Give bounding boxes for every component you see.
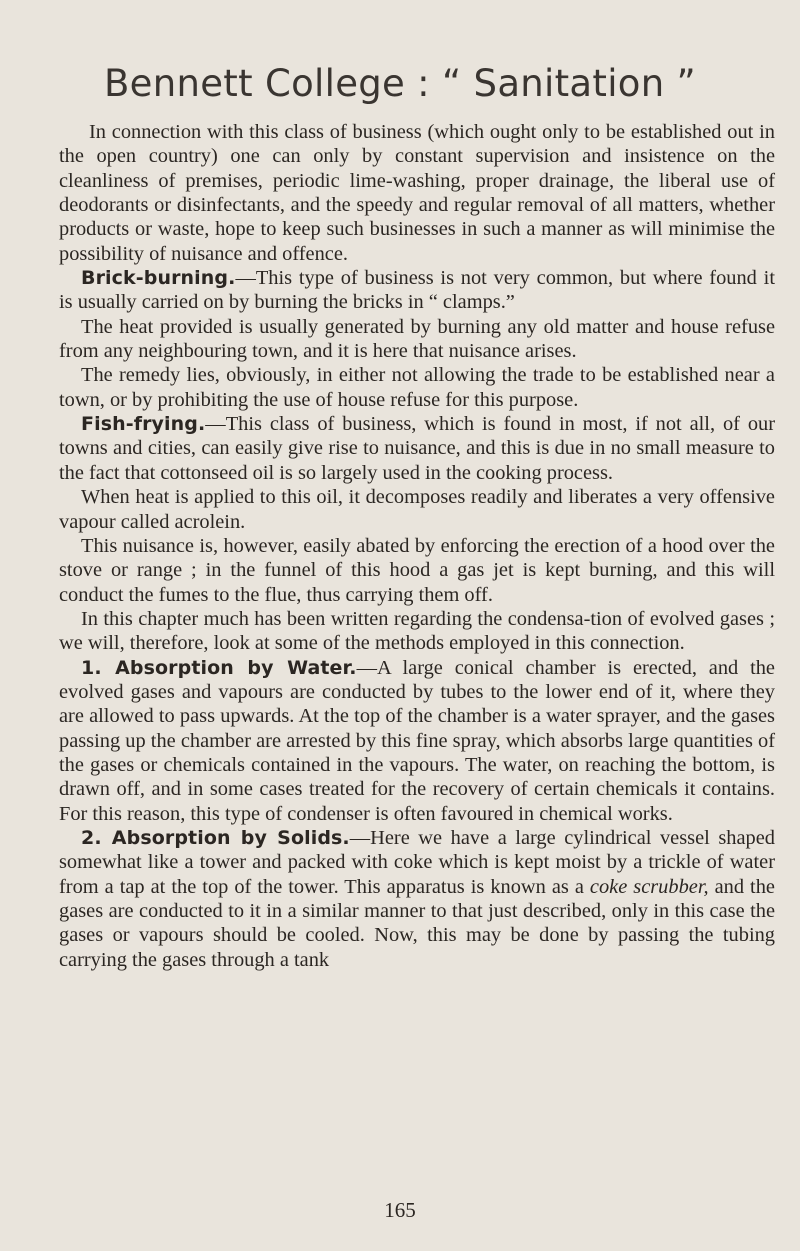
paragraph-text: In connection with this class of business (which ought only to be established out in the open country) one can only by constant supervision and insistence on the cleanliness of premises, periodic lime-washing, proper drainage, the liberal use of deodorants or disinfectants, and the speedy and regular removal of all matters, whether products or waste, hope to keep such businesses in such a manner as will minimise the possibility of nuisance and offence.: [59, 121, 775, 265]
section-heading-absorption-water: 1. Absorption by Water.: [81, 656, 357, 679]
paragraph-text: This nuisance is, however, easily abated by enforcing the erection of a hood over the stove or range ; in the funnel of this hood a gas jet is kept burning, and this will conduct the fumes to the flue, thus carrying them off.: [59, 534, 775, 606]
section-heading-brick-burning: Brick-burning.: [81, 267, 236, 290]
paragraph-brick-burning: [59, 266, 775, 315]
paragraph-text: —A large conical chamber is erected, and the evolved gases and vapours are conducted by tubes to the lower end of it, where they are allowed to pass upwards. At the top of the chamber is a water sprayer, and the gases passing up the chamber are arrested by this fine spray, which absorbs large quantities of the gases or chemicals contained in the vapours. The water, on reaching the bottom, is drawn off, and in some cases treated for the recovery of certain chemicals it contains. For this reason, this type of condenser is often favoured in chemical works.: [59, 656, 775, 825]
paragraph-absorption-solids: [59, 826, 775, 972]
paragraph-text: —This type of business is not very common, but where found it is usually carried on by burning the bricks in “ clamps.”: [59, 267, 775, 314]
section-heading-fish-frying: Fish-frying.: [81, 413, 206, 436]
paragraph-text: In this chapter much has been written regarding the condensa-tion of evolved gases ; we will, therefore, look at some of the methods employed in this connection.: [59, 607, 775, 655]
body-text: [59, 120, 775, 972]
paragraph-text: The heat provided is usually generated by burning any old matter and house refuse from any neighbouring town, and it is here that nuisance arises.: [59, 315, 775, 363]
paragraph-heat: [59, 315, 775, 364]
paragraph-intro: [59, 120, 775, 266]
paragraph-acrolein: [59, 485, 775, 534]
running-header: Bennett College : “ Sanitation ”: [103, 62, 697, 105]
paragraph-text: —This class of business, which is found in most, if not all, of our towns and cities, can easily give rise to nuisance, and this is due in no small measure to the fact that cottonseed oil is so largely used in the cooking process.: [59, 413, 775, 484]
paragraph-condensation: [59, 607, 775, 656]
italic-term-coke-scrubber: coke scrubber,: [589, 875, 709, 898]
paragraph-remedy: [59, 363, 775, 412]
page-number: 165: [384, 1198, 416, 1222]
paragraph-text: and the gases are conducted to it in a similar manner to that just described, only in this case the gases or vapours should be cooled. Now, this may be done by passing the tubing carrying the gases through a tank: [59, 875, 775, 971]
paragraph-text: When heat is applied to this oil, it decomposes readily and liberates a very offensive vapour called acrolein.: [59, 486, 775, 533]
section-heading-absorption-solids: 2. Absorption by Solids.: [81, 826, 350, 849]
paragraph-absorption-water: [59, 656, 775, 826]
paragraph-hood: [59, 534, 775, 607]
paragraph-text: —Here we have a large cylindrical vessel shaped somewhat like a tower and packed with coke which is kept moist by a trickle of water from a tap at the top of the tower. This apparatus is known as a: [59, 826, 775, 898]
paragraph-text: The remedy lies, obviously, in either not allowing the trade to be established near a town, or by prohibiting the use of house refuse for this purpose.: [59, 364, 775, 411]
paragraph-fish-frying: [59, 412, 775, 485]
